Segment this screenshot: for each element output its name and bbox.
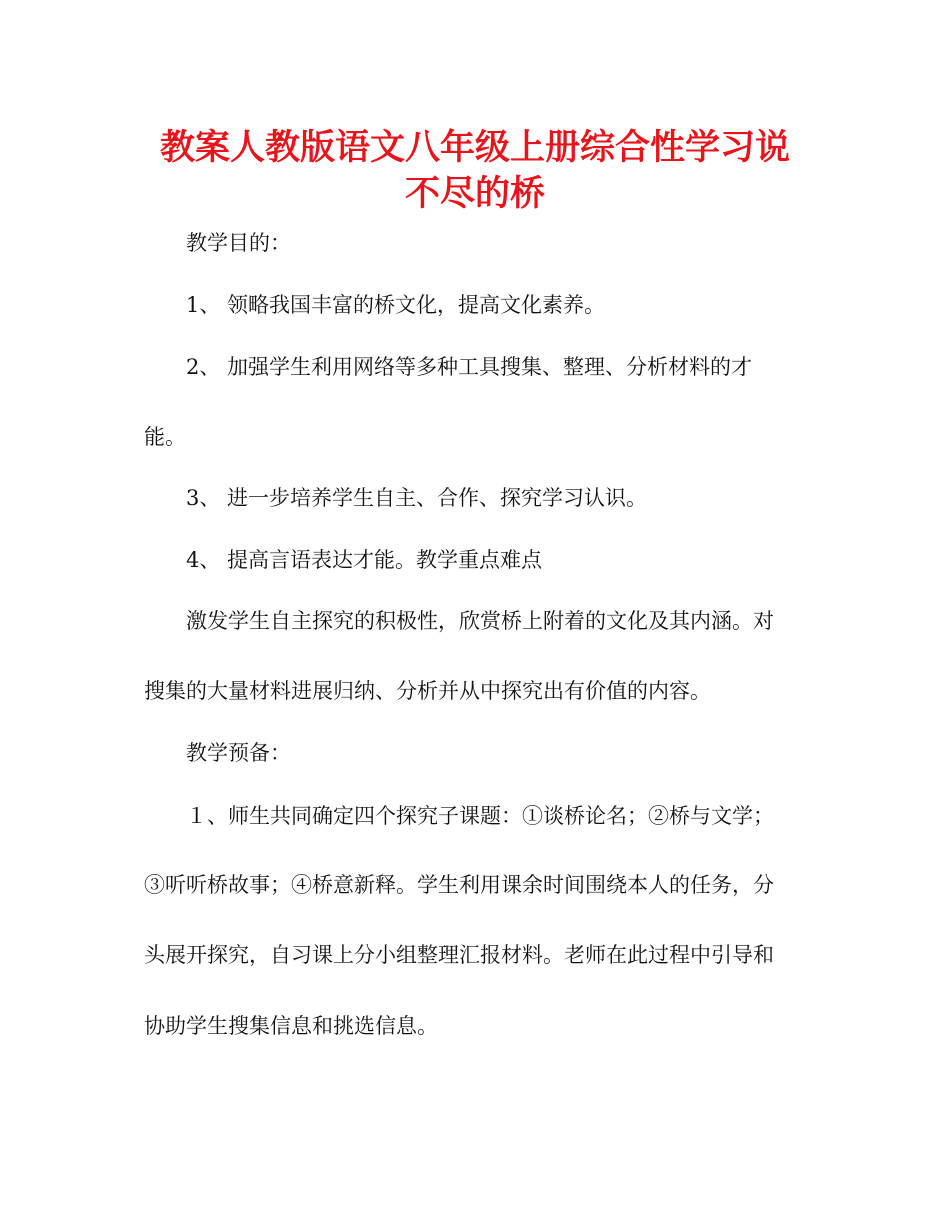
goal-item-2-continuation: 能。 xyxy=(144,425,186,449)
section-heading-preparation: 教学预备： xyxy=(186,741,291,765)
document-title-line-2: 不尽的桥 xyxy=(404,174,545,214)
goal-item-3: 3、 进一步培养学生自主、合作、探究学习认识。 xyxy=(186,486,648,510)
document-title-line-1: 教案人教版语文八年级上册综合性学习说 xyxy=(159,128,790,168)
preparation-item-1-line-1: １、师生共同确定四个探究子课题：①谈桥论名；②桥与文学； xyxy=(186,804,774,828)
key-points-paragraph-line-2: 搜集的大量材料进展归纳、分析并从中探究出有价值的内容。 xyxy=(144,679,711,703)
section-heading-teaching-goals: 教学目的： xyxy=(186,231,291,255)
preparation-item-1-line-3: 头展开探究，自习课上分小组整理汇报材料。老师在此过程中引导和 xyxy=(144,943,774,967)
goal-item-4: 4、 提高言语表达才能。教学重点难点 xyxy=(186,548,543,572)
key-points-paragraph-line-1: 激发学生自主探究的积极性，欣赏桥上附着的文化及其内涵。对 xyxy=(186,609,774,633)
preparation-item-1-line-2: ③听听桥故事；④桥意新释。学生利用课余时间围绕本人的任务，分 xyxy=(144,873,774,897)
preparation-item-1-line-4: 协助学生搜集信息和挑选信息。 xyxy=(144,1014,438,1038)
goal-item-1: 1、 领略我国丰富的桥文化，提高文化素养。 xyxy=(186,293,606,317)
goal-item-2: 2、 加强学生利用网络等多种工具搜集、整理、分析材料的才 xyxy=(186,355,753,379)
